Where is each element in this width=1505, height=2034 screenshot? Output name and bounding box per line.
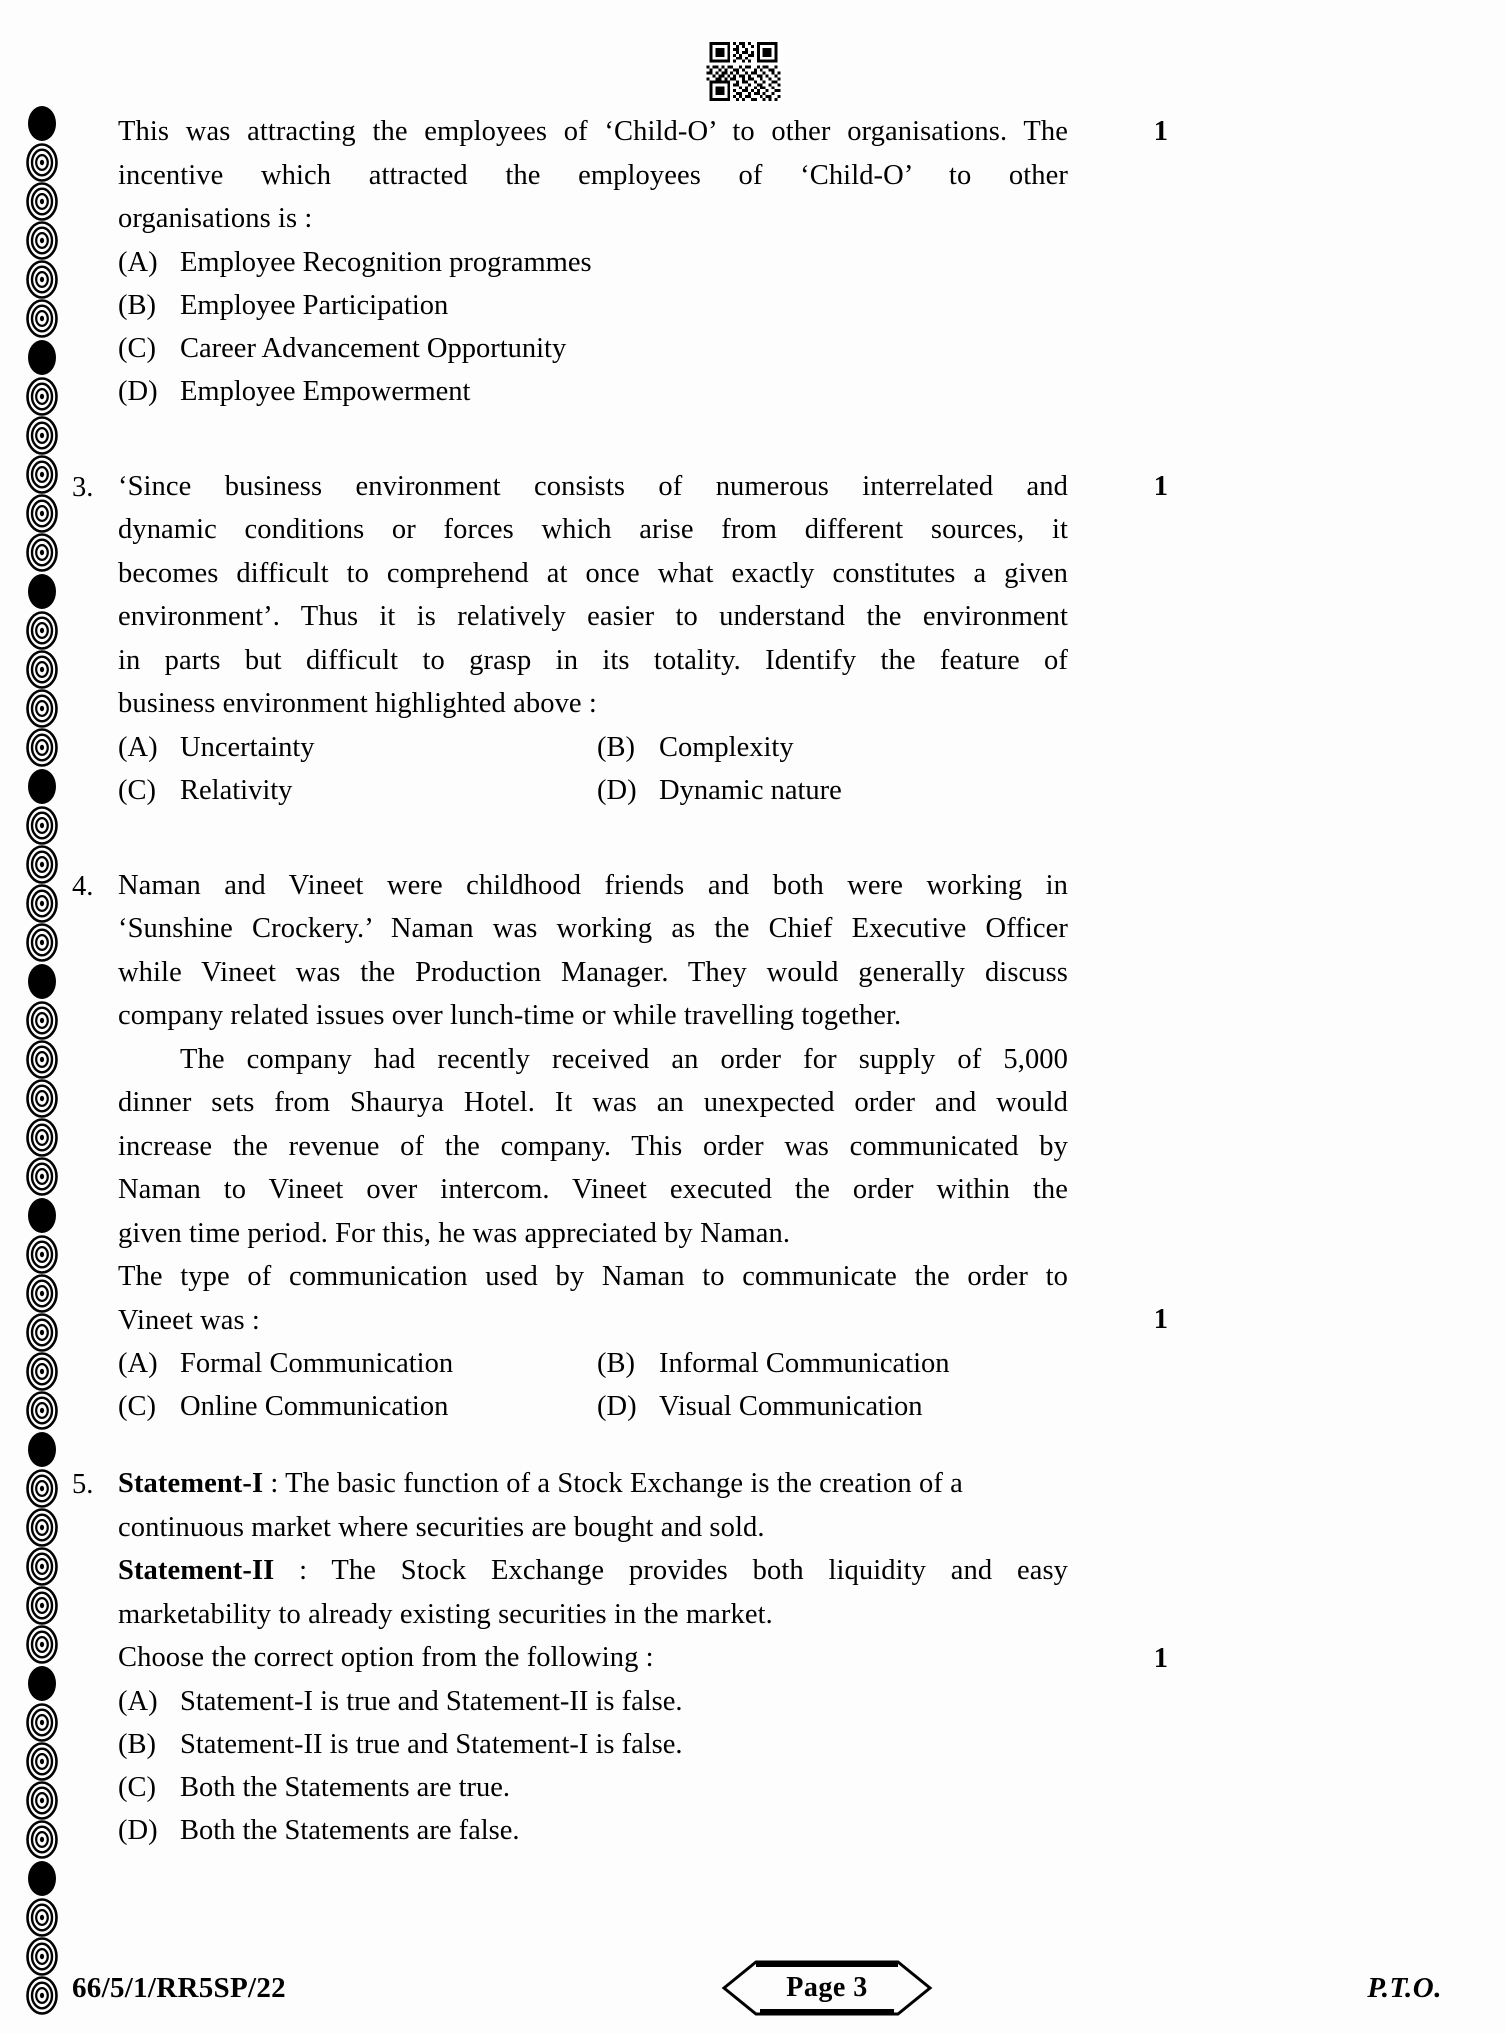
option-b[interactable] <box>118 284 1068 327</box>
q4-option-c-label: (C) <box>118 1391 156 1422</box>
option-a-label: (A) <box>118 246 158 278</box>
q5-option-a-text: Statement-I is true and Statement-II is false. <box>180 1685 683 1717</box>
margin-ring-icon <box>23 1625 61 1664</box>
question-content <box>72 110 1442 1852</box>
pto-label: P.T.O. <box>1367 1971 1442 2004</box>
margin-ring-icon <box>23 455 61 494</box>
margin-ring-icon <box>23 1430 61 1469</box>
margin-ring-icon <box>23 1898 61 1937</box>
margin-ring-icon <box>23 1664 61 1703</box>
margin-ring-icon <box>23 221 61 260</box>
continued-question-block <box>72 110 1442 241</box>
margin-ring-icon <box>23 338 61 377</box>
margin-ring-icon <box>23 1391 61 1430</box>
option-d-label: (D) <box>118 375 158 407</box>
margin-ring-icon <box>23 416 61 455</box>
continued-question-line-3: organisations is : <box>118 203 313 234</box>
section-gap <box>72 1428 1442 1462</box>
question-4-line-2: ‘Sunshine Crockery.’ Naman was working as the Chief Executive Officer <box>118 913 1068 944</box>
continued-question-options <box>72 241 1442 413</box>
question-4-ask-line-2: Vineet was : <box>118 1304 260 1336</box>
margin-ring-icon <box>23 728 61 767</box>
margin-ring-icon <box>23 143 61 182</box>
question-4-marks: 1 <box>1153 1304 1168 1335</box>
q4-option-a-label: (A) <box>118 1348 158 1379</box>
margin-ring-icon <box>23 923 61 962</box>
q5-option-a-label: (A) <box>118 1685 158 1717</box>
margin-ring-icon <box>23 1547 61 1586</box>
question-5-statement-1-line-2: continuous market where securities are bought and sold. <box>118 1511 765 1543</box>
q5-option-a[interactable] <box>118 1680 1068 1723</box>
margin-ring-icon <box>23 1157 61 1196</box>
q5-option-b-text: Statement-II is true and Statement-I is false. <box>180 1728 683 1760</box>
margin-ring-icon <box>23 1079 61 1118</box>
question-4-ask-line-1: The type of communication used by Naman to communicate the order to <box>118 1261 1068 1292</box>
q4-option-b[interactable] <box>597 1342 1068 1385</box>
question-4-options <box>72 1342 1442 1428</box>
q4-option-c[interactable] <box>118 1385 589 1428</box>
page-number-badge <box>716 1958 938 2018</box>
option-c[interactable] <box>118 327 1068 370</box>
paper-code: 66/5/1/RR5SP/22 <box>72 1971 286 2004</box>
q4-option-d[interactable] <box>597 1385 1068 1428</box>
margin-ring-icon <box>23 1859 61 1898</box>
question-3-line-6: business environment highlighted above : <box>118 688 597 719</box>
margin-ring-icon <box>23 260 61 299</box>
question-3-line-3: becomes difficult to comprehend at once what exactly constitutes a given <box>118 557 1068 589</box>
margin-ring-icon <box>23 845 61 884</box>
margin-ring-icon <box>23 377 61 416</box>
question-3-line-5: in parts but difficult to grasp in its totality. Identify the feature of <box>118 644 1068 676</box>
q3-option-c-text: Relativity <box>180 774 293 806</box>
question-4-block <box>72 864 1442 1343</box>
option-a[interactable] <box>118 241 1068 284</box>
option-d[interactable] <box>118 370 1068 413</box>
question-4-line-3: while Vineet was the Production Manager. They would generally discuss <box>118 956 1068 988</box>
question-4-p2-line-5: given time period. For this, he was appreciated by Naman. <box>118 1217 791 1249</box>
question-4-p2-line-1-text: The company had recently received an order for supply of 5,000 <box>180 1043 1068 1075</box>
question-5-number: 5. <box>72 1469 94 1500</box>
q3-option-c-label: (C) <box>118 774 156 806</box>
statement-2-line-1-text: : The Stock Exchange provides both liquidity and easy <box>274 1555 1068 1586</box>
page-number-badge-wrap <box>452 1958 1202 2018</box>
continued-question-marks: 1 <box>1153 116 1168 147</box>
q4-option-a-text: Formal Communication <box>180 1348 454 1379</box>
continued-question-line-2: incentive which attracted the employees of ‘Child-O’ to other <box>118 159 1068 191</box>
margin-ring-icon <box>23 1976 61 2015</box>
statement-1-line-1-text: : The basic function of a Stock Exchange is the creation of a <box>263 1468 963 1499</box>
question-3-marks: 1 <box>1153 470 1168 502</box>
q5-option-c-text: Both the Statements are true. <box>180 1771 511 1803</box>
q3-option-b-text: Complexity <box>659 731 794 763</box>
margin-ring-pattern <box>18 104 66 1976</box>
q4-option-d-label: (D) <box>597 1391 637 1422</box>
q3-option-b-label: (B) <box>597 731 635 763</box>
section-gap <box>72 812 1442 864</box>
margin-ring-icon <box>23 1742 61 1781</box>
question-3-options <box>72 726 1442 812</box>
margin-ring-icon <box>23 650 61 689</box>
q3-option-d[interactable] <box>597 769 1068 812</box>
question-5-statement-1-line-1 <box>118 1462 1068 1506</box>
margin-ring-icon <box>23 572 61 611</box>
question-4-number: 4. <box>72 870 94 902</box>
margin-ring-icon <box>23 1703 61 1742</box>
q4-option-b-label: (B) <box>597 1348 635 1379</box>
margin-ring-icon <box>23 1781 61 1820</box>
q5-option-c-label: (C) <box>118 1771 156 1803</box>
margin-ring-icon <box>23 1040 61 1079</box>
question-4-line-4: company related issues over lunch-time or while travelling together. <box>118 1000 902 1031</box>
q5-option-d-label: (D) <box>118 1814 158 1846</box>
page-footer <box>72 1958 1442 2018</box>
q3-option-c[interactable] <box>118 769 589 812</box>
margin-ring-icon <box>23 182 61 221</box>
margin-ring-icon <box>23 1937 61 1976</box>
continued-question-number <box>72 110 118 111</box>
q5-option-d-text: Both the Statements are false. <box>180 1814 520 1846</box>
q3-option-a-label: (A) <box>118 731 158 763</box>
gutter-spacer <box>72 1680 118 1681</box>
margin-ring-icon <box>23 1001 61 1040</box>
margin-ring-icon <box>23 1274 61 1313</box>
option-d-text: Employee Empowerment <box>180 375 471 407</box>
option-a-text: Employee Recognition programmes <box>180 246 592 278</box>
q5-option-b[interactable] <box>118 1723 1068 1766</box>
margin-ring-icon <box>23 1196 61 1235</box>
margin-ring-icon <box>23 494 61 533</box>
margin-ring-icon <box>23 1508 61 1547</box>
continued-question-line-1: This was attracting the employees of ‘Child-O’ to other organisations. The <box>118 116 1068 147</box>
section-gap <box>72 413 1442 465</box>
q3-option-a-text: Uncertainty <box>180 731 315 763</box>
question-4-line-1: Naman and Vineet were childhood friends and both were working in <box>118 869 1068 901</box>
q5-option-b-label: (B) <box>118 1728 156 1760</box>
question-4-p2-line-1 <box>118 1038 1068 1082</box>
question-4-p2-line-4: Naman to Vineet over intercom. Vineet executed the order within the <box>118 1174 1068 1205</box>
margin-ring-icon <box>23 1586 61 1625</box>
question-5-marks: 1 <box>1153 1642 1168 1674</box>
question-5-instruction: Choose the correct option from the following : <box>118 1642 654 1673</box>
margin-ring-icon <box>23 1235 61 1274</box>
question-5-options <box>72 1680 1442 1852</box>
margin-ring-icon <box>23 1820 61 1859</box>
qr-code-icon <box>706 42 784 104</box>
q5-option-c[interactable] <box>118 1766 1068 1809</box>
option-b-label: (B) <box>118 289 156 321</box>
option-c-text: Career Advancement Opportunity <box>180 332 567 364</box>
statement-1-label: Statement-I <box>118 1468 264 1499</box>
margin-ring-icon <box>23 533 61 572</box>
q4-option-c-text: Online Communication <box>180 1391 449 1422</box>
margin-ring-icon <box>23 1118 61 1157</box>
gutter-spacer <box>72 241 118 242</box>
question-3-line-4: environment’. Thus it is relatively easier to understand the environment <box>118 601 1068 632</box>
margin-ring-icon <box>23 962 61 1001</box>
margin-ring-icon <box>23 299 61 338</box>
question-3-line-1: ‘Since business environment consists of numerous interrelated and <box>118 470 1068 502</box>
option-c-label: (C) <box>118 332 156 364</box>
margin-ring-icon <box>23 611 61 650</box>
q3-option-d-text: Dynamic nature <box>659 774 842 806</box>
gutter-spacer <box>72 726 118 727</box>
margin-ring-icon <box>23 806 61 845</box>
margin-ring-icon <box>23 1352 61 1391</box>
q3-option-b[interactable] <box>597 726 1068 769</box>
q4-option-a[interactable] <box>118 1342 589 1385</box>
question-5-statement-2-line-1 <box>118 1549 1068 1593</box>
q4-option-d-text: Visual Communication <box>659 1391 923 1422</box>
margin-ring-icon <box>23 1469 61 1508</box>
question-5-statement-2-line-2: marketability to already existing securities in the market. <box>118 1598 773 1630</box>
q3-option-d-label: (D) <box>597 774 637 806</box>
q4-option-b-text: Informal Communication <box>659 1348 950 1379</box>
question-3-block <box>72 465 1442 726</box>
q3-option-a[interactable] <box>118 726 589 769</box>
margin-ring-icon <box>23 689 61 728</box>
margin-ring-icon <box>23 104 61 143</box>
statement-2-label: Statement-II <box>118 1555 275 1586</box>
question-3-number: 3. <box>72 471 94 503</box>
margin-ring-icon <box>23 1313 61 1352</box>
option-b-text: Employee Participation <box>180 289 449 321</box>
question-5-block <box>72 1462 1442 1680</box>
q5-option-d[interactable] <box>118 1809 1068 1852</box>
page-number-label: Page 3 <box>786 1972 868 2003</box>
margin-ring-icon <box>23 884 61 923</box>
margin-ring-icon <box>23 767 61 806</box>
gutter-spacer <box>72 1342 118 1343</box>
question-4-p2-line-3: increase the revenue of the company. This order was communicated by <box>118 1130 1068 1162</box>
question-4-p2-line-2: dinner sets from Shaurya Hotel. It was an unexpected order and would <box>118 1087 1068 1118</box>
question-3-line-2: dynamic conditions or forces which arise from different sources, it <box>118 514 1068 545</box>
